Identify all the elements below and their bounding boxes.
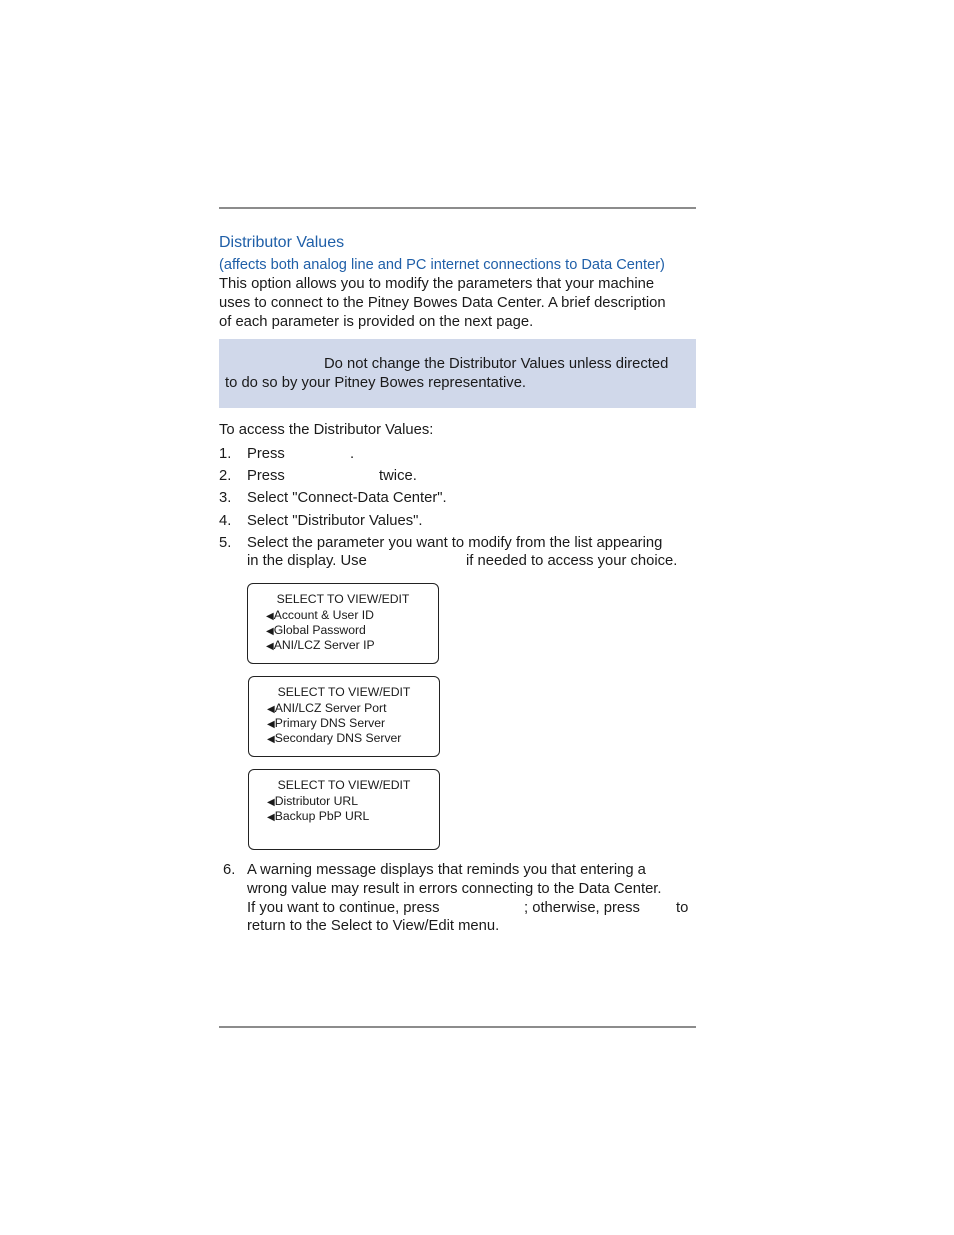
left-triangle-arrow-icon: ◀ [266,611,274,622]
menu-item: ◀Secondary DNS Server [267,731,402,745]
menu-item: ◀Account & User ID [266,608,374,622]
top-rule [219,207,696,209]
step-number: 4. [219,513,232,529]
left-triangle-arrow-icon: ◀ [267,797,275,808]
left-triangle-arrow-icon: ◀ [267,704,275,715]
step-text: Select the parameter you want to modify from the list appearing [247,535,663,551]
step-number: 3. [219,490,232,506]
access-intro: To access the Distributor Values: [219,422,434,438]
step-text: wrong value may result in errors connecting to the Data Center. [247,881,662,897]
menu-item: ◀ANI/LCZ Server Port [267,701,387,715]
step-text: . [350,446,355,462]
menu-item: ◀Backup PbP URL [267,809,370,823]
step-text: ; otherwise, press [524,900,640,916]
step-number: 1. [219,446,232,462]
step-text: return to the Select to View/Edit menu. [247,918,500,934]
display-screen-2 [248,676,440,757]
menu-item: ◀Global Password [266,623,366,637]
step-text: Select "Distributor Values". [247,513,423,529]
section-subheading: (affects both analog line and PC internet connections to Data Center) [219,257,665,273]
left-triangle-arrow-icon: ◀ [266,641,274,652]
step-text: twice. [379,468,417,484]
left-triangle-arrow-icon: ◀ [267,812,275,823]
step-text: in the display. Use [247,553,367,569]
step-text: If you want to continue, press [247,900,440,916]
step-text: Press [247,446,285,462]
left-triangle-arrow-icon: ◀ [266,626,274,637]
screen-title: SELECT TO VIEW/EDIT [276,592,410,606]
menu-item: ◀ANI/LCZ Server IP [266,638,375,652]
display-screen-1 [247,583,439,664]
intro-line: uses to connect to the Pitney Bowes Data Center. A brief description [219,295,666,311]
step-text: to [676,900,689,916]
menu-item: ◀Distributor URL [267,794,359,808]
note-line: Do not change the Distributor Values unless directed [324,356,669,372]
intro-line: This option allows you to modify the parameters that your machine [219,276,655,292]
step-number: 2. [219,468,232,484]
left-triangle-arrow-icon: ◀ [267,734,275,745]
screen-title: SELECT TO VIEW/EDIT [277,778,411,792]
left-triangle-arrow-icon: ◀ [267,719,275,730]
step-text: Select "Connect-Data Center". [247,490,447,506]
display-screen-3 [248,769,440,850]
intro-paragraph [219,275,699,332]
step-text: Press [247,468,285,484]
step-number: 5. [219,535,232,551]
section-heading: Distributor Values [219,234,345,251]
note-line: to do so by your Pitney Bowes representative. [225,375,527,391]
step-number: 6. [223,862,236,878]
intro-line: of each parameter is provided on the next page. [219,314,534,330]
bottom-rule [219,1026,696,1028]
step-text: A warning message displays that reminds you that entering a [247,862,646,878]
screen-title: SELECT TO VIEW/EDIT [277,685,411,699]
step-text: if needed to access your choice. [466,553,678,569]
menu-item: ◀Primary DNS Server [267,716,386,730]
note-box [219,339,696,408]
